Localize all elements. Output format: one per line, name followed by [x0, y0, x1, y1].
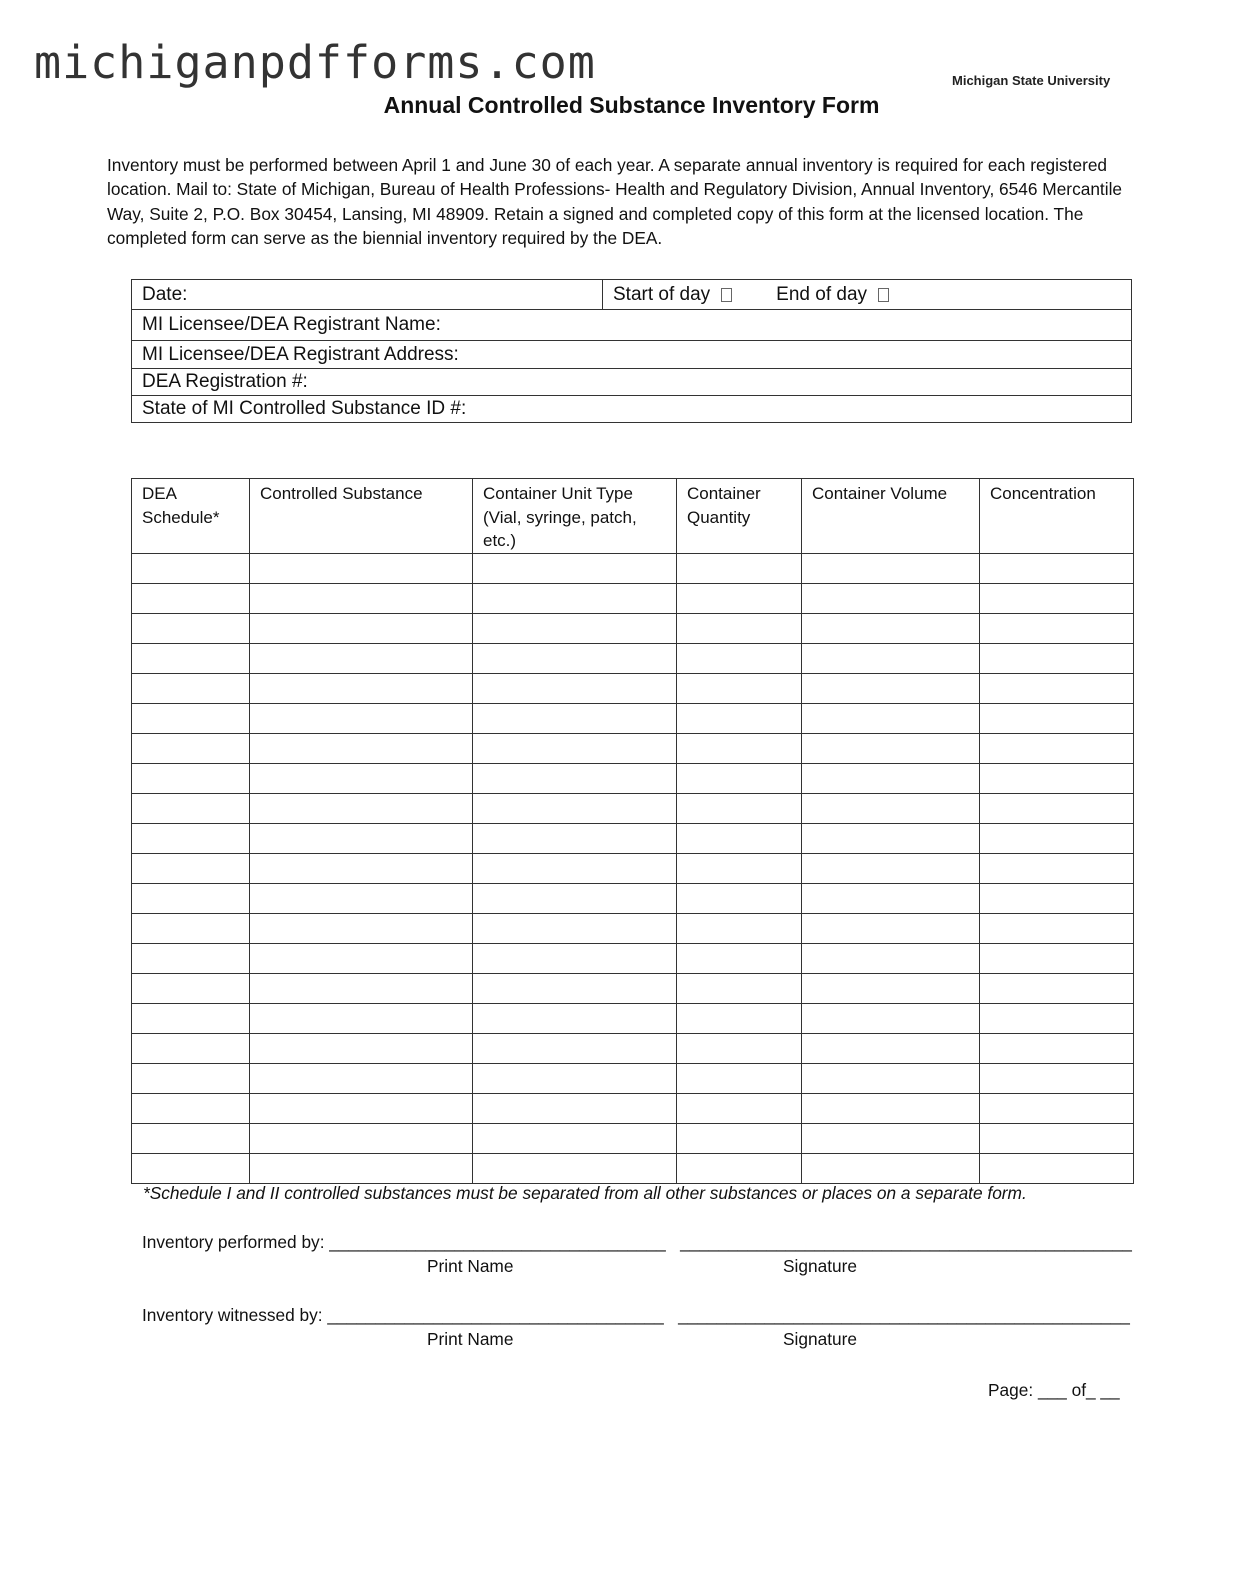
table-cell[interactable]	[677, 944, 802, 974]
table-cell[interactable]	[980, 1004, 1134, 1034]
table-row	[132, 1154, 1134, 1184]
table-cell[interactable]	[980, 764, 1134, 794]
table-cell[interactable]	[250, 1034, 473, 1064]
table-cell[interactable]	[250, 1094, 473, 1124]
table-cell[interactable]	[473, 854, 677, 884]
table-row	[132, 584, 1134, 614]
table-cell[interactable]	[677, 674, 802, 704]
table-row	[132, 944, 1134, 974]
table-cell[interactable]	[250, 554, 473, 584]
table-cell[interactable]	[802, 1034, 980, 1064]
table-row	[132, 764, 1134, 794]
table-cell[interactable]	[473, 584, 677, 614]
table-cell[interactable]	[677, 1094, 802, 1124]
university-name: Michigan State University	[952, 73, 1111, 88]
table-row	[132, 1034, 1134, 1064]
table-row	[132, 1094, 1134, 1124]
table-cell[interactable]	[802, 914, 980, 944]
start-of-day-checkbox[interactable]	[721, 288, 732, 302]
table-cell[interactable]	[802, 704, 980, 734]
table-cell[interactable]	[132, 1124, 250, 1154]
table-cell[interactable]	[250, 584, 473, 614]
table-cell[interactable]	[980, 914, 1134, 944]
header-concentration: Concentration	[980, 479, 1134, 554]
table-cell[interactable]	[132, 944, 250, 974]
table-cell[interactable]	[473, 914, 677, 944]
performed-print-name-caption: Print Name	[427, 1256, 514, 1276]
table-cell[interactable]	[802, 1154, 980, 1184]
table-cell[interactable]	[802, 944, 980, 974]
table-cell[interactable]	[802, 734, 980, 764]
table-cell[interactable]	[473, 1124, 677, 1154]
table-cell[interactable]	[132, 1004, 250, 1034]
table-cell[interactable]	[677, 974, 802, 1004]
table-cell[interactable]	[473, 884, 677, 914]
table-row	[132, 554, 1134, 584]
table-cell[interactable]	[802, 1094, 980, 1124]
table-cell[interactable]	[802, 1004, 980, 1034]
table-cell[interactable]	[250, 734, 473, 764]
table-cell[interactable]	[802, 884, 980, 914]
header-container-unit-type: Container Unit Type (Vial, syringe, patch, etc.)	[473, 479, 677, 554]
table-cell[interactable]	[677, 884, 802, 914]
table-cell[interactable]	[132, 974, 250, 1004]
end-of-day-option[interactable]	[776, 284, 889, 306]
table-cell[interactable]	[980, 674, 1134, 704]
table-cell[interactable]	[132, 824, 250, 854]
table-cell[interactable]	[250, 944, 473, 974]
registrant-name-label: MI Licensee/DEA Registrant Name:	[142, 314, 441, 335]
table-cell[interactable]	[677, 914, 802, 944]
table-cell[interactable]	[473, 554, 677, 584]
table-cell[interactable]	[250, 1004, 473, 1034]
table-row	[132, 974, 1134, 1004]
state-id-field[interactable]	[132, 395, 1131, 422]
table-cell[interactable]	[980, 944, 1134, 974]
table-cell[interactable]	[980, 1064, 1134, 1094]
witnessed-by-line[interactable]: Inventory witnessed by: ___________________________________ _______________________________________________	[142, 1305, 1130, 1325]
table-cell[interactable]	[980, 854, 1134, 884]
form-title: Annual Controlled Substance Inventory Form	[383, 92, 880, 118]
table-cell[interactable]	[802, 764, 980, 794]
table-cell[interactable]	[802, 794, 980, 824]
table-cell[interactable]	[473, 1094, 677, 1124]
header-dea-schedule: DEA Schedule*	[132, 479, 250, 554]
table-cell[interactable]	[802, 824, 980, 854]
table-cell[interactable]	[132, 1064, 250, 1094]
table-cell[interactable]	[677, 614, 802, 644]
table-cell[interactable]	[677, 1034, 802, 1064]
table-cell[interactable]	[132, 884, 250, 914]
table-cell[interactable]	[802, 584, 980, 614]
table-cell[interactable]	[677, 824, 802, 854]
table-cell[interactable]	[250, 764, 473, 794]
table-cell[interactable]	[132, 1034, 250, 1064]
table-cell[interactable]	[802, 614, 980, 644]
instructions-text: Inventory must be performed between April 1 and June 30 of each year. A separate annual inventory is required for each registered location. Mail to: State of Michigan, Bureau of Health Professions- Health and Regulatory Division, Annual Inventory, 6546 Mercantile Way, Suite 2, P.O. Box 30454, Lansing, MI 48909. Retain a signed and completed copy of this form at the licensed location. The completed form can serve as the biennial inventory required by the DEA.	[107, 155, 1123, 248]
table-cell[interactable]	[473, 944, 677, 974]
table-cell[interactable]	[473, 974, 677, 1004]
registrant-address-field[interactable]	[132, 340, 1131, 368]
table-row	[132, 1064, 1134, 1094]
header-controlled-substance: Controlled Substance	[250, 479, 473, 554]
table-cell[interactable]	[802, 1064, 980, 1094]
table-cell[interactable]	[473, 824, 677, 854]
table-cell[interactable]	[132, 764, 250, 794]
table-cell[interactable]	[250, 794, 473, 824]
table-cell[interactable]	[473, 674, 677, 704]
start-of-day-label: Start of day	[613, 283, 711, 305]
table-cell[interactable]	[802, 554, 980, 584]
table-row	[132, 674, 1134, 704]
registrant-address-label: MI Licensee/DEA Registrant Address:	[142, 343, 459, 365]
table-row	[132, 854, 1134, 884]
date-field[interactable]	[132, 280, 603, 309]
table-cell[interactable]	[250, 704, 473, 734]
dea-registration-label: DEA Registration #:	[142, 371, 308, 392]
date-row	[132, 280, 1131, 309]
table-row	[132, 884, 1134, 914]
table-cell[interactable]	[250, 644, 473, 674]
table-cell[interactable]	[980, 824, 1134, 854]
table-cell[interactable]	[473, 704, 677, 734]
inventory-body	[132, 554, 1134, 1184]
table-cell[interactable]	[132, 584, 250, 614]
table-cell[interactable]	[250, 824, 473, 854]
table-cell[interactable]	[980, 584, 1134, 614]
table-cell[interactable]	[132, 614, 250, 644]
end-of-day-label: End of day	[776, 283, 868, 305]
table-cell[interactable]	[132, 1154, 250, 1184]
site-watermark: michiganpdfforms.com	[34, 36, 596, 89]
table-cell[interactable]	[473, 1034, 677, 1064]
table-cell[interactable]	[802, 854, 980, 884]
table-cell[interactable]	[980, 974, 1134, 1004]
table-cell[interactable]	[677, 644, 802, 674]
registrant-info-table	[131, 279, 1132, 423]
instructions	[107, 153, 1137, 250]
end-of-day-checkbox[interactable]	[878, 288, 889, 302]
table-cell[interactable]	[132, 854, 250, 884]
table-cell[interactable]	[980, 1154, 1134, 1184]
table-row	[132, 794, 1134, 824]
table-cell[interactable]	[980, 1034, 1134, 1064]
table-cell[interactable]	[677, 704, 802, 734]
table-cell[interactable]	[980, 1094, 1134, 1124]
schedule-footnote: *Schedule I and II controlled substances must be separated from all other substances or places on a separate form.	[143, 1183, 1027, 1203]
table-cell[interactable]	[677, 794, 802, 824]
table-row	[132, 734, 1134, 764]
inventory-header-row	[132, 479, 1134, 554]
table-cell[interactable]	[980, 1124, 1134, 1154]
table-cell[interactable]	[473, 794, 677, 824]
table-cell[interactable]	[677, 584, 802, 614]
table-cell[interactable]	[802, 974, 980, 1004]
table-row	[132, 644, 1134, 674]
table-cell[interactable]	[250, 1064, 473, 1094]
table-cell[interactable]	[677, 1124, 802, 1154]
table-cell[interactable]	[677, 554, 802, 584]
table-cell[interactable]	[473, 614, 677, 644]
table-cell[interactable]	[132, 914, 250, 944]
table-cell[interactable]	[473, 1154, 677, 1184]
table-cell[interactable]	[132, 794, 250, 824]
table-cell[interactable]	[132, 554, 250, 584]
table-cell[interactable]	[677, 764, 802, 794]
table-cell[interactable]	[473, 1004, 677, 1034]
header-container-quantity: Container Quantity	[677, 479, 802, 554]
table-cell[interactable]	[802, 644, 980, 674]
table-cell[interactable]	[250, 1154, 473, 1184]
table-cell[interactable]	[677, 1154, 802, 1184]
table-cell[interactable]	[980, 794, 1134, 824]
table-cell[interactable]	[132, 674, 250, 704]
table-cell[interactable]	[677, 734, 802, 764]
table-cell[interactable]	[980, 644, 1134, 674]
table-cell[interactable]	[677, 1064, 802, 1094]
table-cell[interactable]	[250, 614, 473, 644]
dea-registration-field[interactable]	[132, 368, 1131, 395]
table-row	[132, 1004, 1134, 1034]
table-cell[interactable]	[250, 884, 473, 914]
table-cell[interactable]	[250, 974, 473, 1004]
table-row	[132, 914, 1134, 944]
table-cell[interactable]	[980, 554, 1134, 584]
table-cell[interactable]	[980, 614, 1134, 644]
table-cell[interactable]	[473, 644, 677, 674]
table-row	[132, 704, 1134, 734]
table-cell[interactable]	[250, 914, 473, 944]
date-label: Date:	[142, 283, 188, 305]
table-cell[interactable]	[980, 704, 1134, 734]
page-number[interactable]: Page: ___ of_ __	[988, 1380, 1120, 1400]
table-cell[interactable]	[473, 764, 677, 794]
table-cell[interactable]	[132, 644, 250, 674]
table-cell[interactable]	[250, 1124, 473, 1154]
inventory-table	[131, 478, 1134, 1184]
table-row	[132, 614, 1134, 644]
start-of-day-option[interactable]	[613, 284, 732, 306]
table-cell[interactable]	[250, 854, 473, 884]
performed-signature-caption: Signature	[783, 1256, 857, 1276]
table-cell[interactable]	[677, 1004, 802, 1034]
table-cell[interactable]	[132, 1094, 250, 1124]
table-cell[interactable]	[802, 1124, 980, 1154]
registrant-name-field[interactable]	[132, 309, 1131, 340]
table-cell[interactable]	[250, 674, 473, 704]
table-cell[interactable]	[677, 854, 802, 884]
day-options	[603, 284, 933, 306]
table-cell[interactable]	[473, 734, 677, 764]
table-cell[interactable]	[980, 734, 1134, 764]
table-cell[interactable]	[473, 1064, 677, 1094]
table-cell[interactable]	[132, 734, 250, 764]
table-cell[interactable]	[802, 674, 980, 704]
witnessed-print-name-caption: Print Name	[427, 1329, 514, 1349]
table-cell[interactable]	[980, 884, 1134, 914]
table-row	[132, 824, 1134, 854]
header-container-volume: Container Volume	[802, 479, 980, 554]
table-row	[132, 1124, 1134, 1154]
performed-by-line[interactable]: Inventory performed by: ___________________________________ _______________________________________________	[142, 1232, 1132, 1252]
witnessed-signature-caption: Signature	[783, 1329, 857, 1349]
table-cell[interactable]	[132, 704, 250, 734]
state-id-label: State of MI Controlled Substance ID #:	[142, 398, 467, 419]
